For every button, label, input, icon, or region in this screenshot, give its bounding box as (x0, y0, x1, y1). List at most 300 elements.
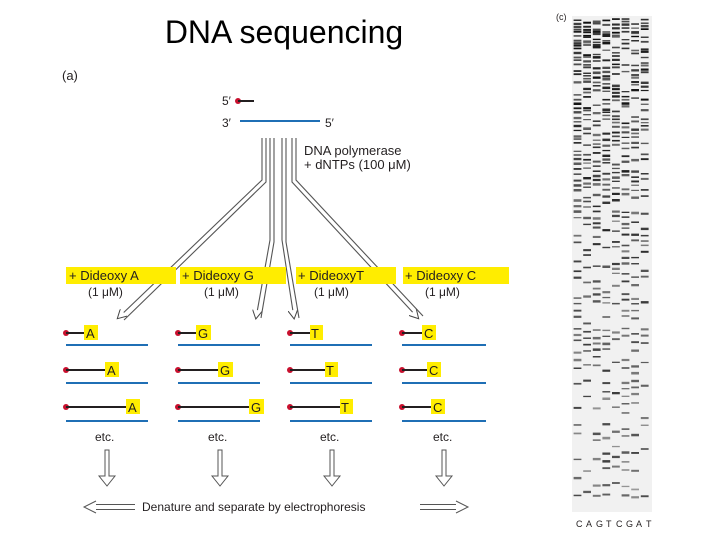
gel-band (602, 50, 610, 51)
gel-band (622, 299, 630, 301)
fragments-reaction-a (63, 325, 148, 421)
gel-band (641, 228, 649, 230)
gel-band (612, 168, 620, 169)
gel-band (602, 139, 610, 142)
gel-band (641, 86, 649, 88)
gel-band (574, 199, 582, 202)
gel-band (574, 477, 582, 479)
gel-band (583, 26, 591, 28)
gel-band (641, 19, 649, 21)
gel-band (593, 348, 601, 351)
gel-band (622, 105, 630, 107)
gel-band (602, 33, 610, 35)
gel-band (574, 42, 582, 45)
gel-band (574, 261, 582, 263)
gel-band (593, 56, 601, 59)
gel-band (622, 174, 630, 176)
gel-band (641, 158, 649, 160)
gel-band (574, 217, 582, 218)
gel-band (574, 70, 582, 72)
gel-band (602, 195, 610, 197)
gel-band (593, 39, 601, 40)
gel-band (602, 330, 610, 331)
gel-band (631, 303, 639, 304)
gel-band (641, 23, 649, 24)
gel-band (622, 245, 630, 247)
gel-band (622, 335, 630, 337)
reaction-c-conc: (1 μM) (425, 285, 460, 299)
fragment-base: C (429, 363, 439, 378)
gel-band (631, 387, 639, 389)
gel-band (583, 114, 591, 115)
gel-band (631, 133, 639, 135)
gel-band (602, 467, 610, 469)
gel-band (622, 91, 630, 92)
gel-band (622, 188, 630, 190)
gel-band (612, 246, 620, 247)
gel-band (612, 88, 620, 90)
gel-band (612, 18, 620, 20)
gel-band (583, 491, 591, 493)
lane-label: A (586, 519, 593, 529)
panel-c-label: (c) (556, 12, 567, 22)
gel-band (602, 112, 610, 113)
gel-band (612, 66, 620, 68)
gel-band (583, 344, 591, 346)
gel-band (622, 388, 630, 389)
gel-band (574, 340, 582, 342)
polymerase-label-line1: DNA polymerase (304, 143, 402, 158)
gel-band (631, 317, 639, 319)
gel-band (641, 328, 649, 330)
gel-band (574, 40, 582, 42)
gel-band (631, 65, 639, 67)
gel-band (622, 234, 630, 236)
lane-label: G (596, 519, 604, 529)
gel-band (641, 122, 649, 123)
gel-band (641, 82, 649, 84)
template-5-label: 5′ (325, 116, 334, 130)
gel-band (622, 23, 630, 25)
gel-band (593, 60, 601, 62)
gel-band (631, 116, 639, 118)
gel-band (583, 66, 591, 68)
gel-band (641, 57, 649, 58)
gel-band (622, 382, 630, 384)
reaction-g-conc: (1 μM) (204, 285, 239, 299)
gel-band (622, 212, 630, 213)
gel-band (641, 99, 649, 101)
gel-band (641, 48, 649, 50)
gel-band (574, 189, 582, 192)
gel-band (612, 215, 620, 217)
gel-band (602, 343, 610, 346)
fragment-base: A (128, 400, 137, 415)
gel-band (612, 338, 620, 340)
gel-band (641, 213, 649, 215)
gel-band (593, 300, 601, 302)
gel-band (602, 109, 610, 112)
gel-band (583, 64, 591, 65)
gel-band (641, 62, 649, 64)
fragment-base: T (311, 326, 319, 341)
gel-band (593, 227, 601, 229)
gel-band (593, 356, 601, 358)
gel-band (641, 118, 649, 120)
gel-band (593, 211, 601, 213)
gel-band (612, 132, 620, 134)
gel-band (612, 181, 620, 182)
gel-band (583, 88, 591, 90)
gel-band (583, 107, 591, 109)
gel-band (583, 144, 591, 146)
gel-band (593, 293, 601, 295)
gel-band (583, 133, 591, 135)
gel-band (631, 234, 639, 236)
gel-band (622, 227, 630, 229)
gel-band (602, 247, 610, 248)
lane-label: C (616, 519, 623, 529)
fragment-base: A (86, 326, 95, 341)
gel-band (641, 143, 649, 144)
gel-band (574, 142, 582, 144)
gel-band (622, 494, 630, 496)
gel-band (602, 115, 610, 117)
gel-band (583, 350, 591, 351)
gel-band (602, 133, 610, 135)
gel-band (631, 142, 639, 144)
split-arrow-a-outline (124, 138, 266, 320)
gel-band (612, 47, 620, 49)
gel-band (622, 250, 630, 252)
gel-band (593, 89, 601, 91)
gel-band (612, 406, 620, 408)
gel-band (583, 364, 591, 365)
gel-band (631, 121, 639, 123)
gel-band (574, 48, 582, 50)
gel-band (622, 461, 630, 462)
gel-band (593, 222, 601, 224)
gel-band (622, 161, 630, 163)
gel-band (622, 403, 630, 405)
gel-band (583, 224, 591, 225)
gel-band (593, 440, 601, 441)
gel-band (622, 281, 630, 283)
down-arrow-c (436, 450, 452, 486)
gel-band (612, 199, 620, 202)
gel-band (602, 78, 610, 81)
gel-band (641, 37, 649, 39)
gel-band (593, 31, 601, 33)
gel-band (574, 277, 582, 279)
gel-band (593, 171, 601, 172)
gel-band (574, 59, 582, 61)
gel-band (602, 336, 610, 337)
gel-band (602, 24, 610, 26)
fragments-reaction-g (175, 325, 264, 421)
gel-band (593, 495, 601, 497)
gel-band (574, 23, 582, 25)
gel-band (602, 20, 610, 22)
gel-band (583, 267, 591, 269)
gel-band (612, 111, 620, 113)
gel-band (593, 217, 601, 220)
gel-band (574, 205, 582, 207)
gel-band (631, 197, 639, 199)
gel-band (583, 338, 591, 339)
gel-band (583, 187, 591, 188)
gel-band (574, 81, 582, 83)
gel-band (612, 27, 620, 29)
gel-band (602, 99, 610, 101)
gel-band (593, 343, 601, 345)
etc-label-g: etc. (208, 430, 228, 444)
gel-band (602, 145, 610, 147)
gel-band (612, 285, 620, 287)
gel-band (622, 155, 630, 157)
gel-band (583, 331, 591, 333)
lane-label: T (646, 519, 652, 529)
gel-band (574, 174, 582, 175)
gel-band (593, 23, 601, 25)
gel-band (574, 94, 582, 95)
gel-band (612, 211, 620, 213)
gel-band (641, 104, 649, 105)
gel-band (574, 111, 582, 113)
gel-band (622, 223, 630, 225)
gel-band (641, 301, 649, 303)
gel-band (593, 266, 601, 267)
gel-band (612, 263, 620, 265)
gel-band (602, 158, 610, 160)
gel-band (593, 458, 601, 460)
gel-band (641, 251, 649, 253)
gel-band (593, 280, 601, 282)
gel-band (574, 334, 582, 336)
gel-band (602, 178, 610, 180)
gel-band (583, 73, 591, 74)
left-arrowhead (84, 501, 96, 513)
gel-band (631, 257, 639, 258)
gel-band (612, 73, 620, 75)
gel-band (622, 170, 630, 173)
gel-band (641, 173, 649, 175)
gel-band (641, 28, 649, 30)
gel-band (641, 448, 649, 450)
gel-band (612, 273, 620, 274)
gel-band (631, 212, 639, 215)
gel-band (622, 293, 630, 295)
gel-band (631, 239, 639, 241)
gel-band (574, 383, 582, 385)
gel-band (612, 362, 620, 363)
gel-band (574, 459, 582, 460)
gel-band (622, 131, 630, 133)
gel-band (574, 138, 582, 139)
gel-band (574, 31, 582, 33)
gel-band (593, 288, 601, 290)
reaction-g-label: + Dideoxy G (182, 268, 254, 283)
fragment-base: G (251, 400, 262, 415)
gel-band (583, 167, 591, 169)
gel-band (593, 105, 601, 107)
gel-band (602, 370, 610, 372)
gel-band (631, 284, 639, 286)
gel-band (622, 367, 630, 369)
gel-band (622, 96, 630, 98)
gel-band (612, 241, 620, 243)
gel-band (612, 24, 620, 26)
gel-band (574, 316, 582, 318)
gel-band (574, 168, 582, 170)
gel-band (631, 74, 639, 76)
gel-band (612, 431, 620, 433)
gel-band (583, 22, 591, 24)
gel-band (574, 99, 582, 101)
gel-band (622, 126, 630, 128)
gel-band (583, 37, 591, 38)
gel-band (612, 172, 620, 173)
gel-band (593, 67, 601, 69)
down-arrows (99, 450, 452, 486)
gel-band (574, 117, 582, 119)
gel-band (593, 134, 601, 136)
gel-band (583, 54, 591, 56)
gel-band (574, 352, 582, 354)
etc-label-c: etc. (433, 430, 453, 444)
gel-band (574, 35, 582, 37)
gel-band (574, 57, 582, 59)
gel-band (583, 254, 591, 256)
gel-band (593, 54, 601, 55)
gel-band (583, 177, 591, 179)
gel-band (612, 268, 620, 270)
gel-band (622, 486, 630, 487)
gel-band (583, 75, 591, 76)
gel-band (622, 396, 630, 397)
gel-band (612, 85, 620, 88)
gel-band (583, 96, 591, 98)
gel-band (622, 359, 630, 361)
gel-band (612, 456, 620, 458)
gel-band (631, 452, 639, 454)
gel-band (631, 176, 639, 178)
gel-band (641, 385, 649, 387)
gel-band (574, 154, 582, 155)
gel-band (612, 331, 620, 333)
gel-band (574, 52, 582, 54)
gel-band (612, 303, 620, 305)
down-arrow-g (212, 450, 228, 486)
gel-band (574, 103, 582, 106)
gel-band (612, 230, 620, 232)
gel-band (622, 216, 630, 218)
gel-band (574, 495, 582, 497)
gel-band (574, 151, 582, 152)
gel-band (631, 380, 639, 382)
gel-band (622, 451, 630, 454)
gel-band (574, 107, 582, 109)
gel-band (574, 359, 582, 362)
gel-band (641, 335, 649, 337)
gel-band (593, 337, 601, 340)
gel-band (622, 137, 630, 138)
gel-band (583, 183, 591, 185)
gel-band (593, 29, 601, 31)
gel-band (583, 201, 591, 203)
gel-band (631, 69, 639, 71)
gel-band (593, 112, 601, 114)
gel-band (612, 466, 620, 468)
gel-band (612, 446, 620, 447)
gel-band (602, 423, 610, 425)
gel-band (583, 380, 591, 382)
gel-band (602, 291, 610, 293)
gel-band (622, 315, 630, 317)
fragment-base: T (341, 400, 349, 415)
reaction-t-conc: (1 μM) (314, 285, 349, 299)
gel-band (593, 485, 601, 487)
fragment-base: T (326, 363, 334, 378)
gel-band (593, 407, 601, 409)
gel-band (641, 362, 649, 363)
gel-band (574, 130, 582, 131)
panel-a-label: (a) (62, 68, 78, 83)
gel-band (641, 129, 649, 131)
reaction-t-label: + DideoxyT (298, 268, 365, 283)
gel-band (583, 159, 591, 161)
gel-band (602, 229, 610, 231)
gel-band (631, 147, 639, 149)
gel-band (593, 147, 601, 149)
gel-band (583, 163, 591, 164)
gel-band (602, 316, 610, 318)
gel-band (612, 95, 620, 97)
gel-band (631, 159, 639, 162)
gel-band (583, 35, 591, 37)
gel-band (593, 120, 601, 122)
gel-band (641, 495, 649, 497)
gel-band (574, 180, 582, 182)
gel-band (583, 81, 591, 83)
gel-band (593, 243, 601, 245)
gel-band (612, 122, 620, 124)
gel-band (641, 276, 649, 278)
gel-band (612, 92, 620, 94)
gel-band (593, 236, 601, 238)
etc-label-a: etc. (95, 430, 115, 444)
gel-band (612, 221, 620, 222)
gel-band (641, 342, 649, 344)
gel-band (574, 270, 582, 272)
gel-band (641, 25, 649, 28)
gel-band (574, 235, 582, 237)
gel-band (583, 197, 591, 199)
gel-band (602, 83, 610, 85)
gel-band (612, 144, 620, 146)
gel-band (593, 433, 601, 436)
gel-band (602, 87, 610, 90)
gel-band (641, 51, 649, 53)
gel-band (602, 398, 610, 401)
gel-band (622, 257, 630, 259)
gel-band (622, 123, 630, 125)
gel-band (612, 482, 620, 484)
fragment-base: C (433, 400, 443, 415)
gel-band (631, 40, 639, 42)
gel-band (612, 187, 620, 188)
gel-band (583, 31, 591, 33)
